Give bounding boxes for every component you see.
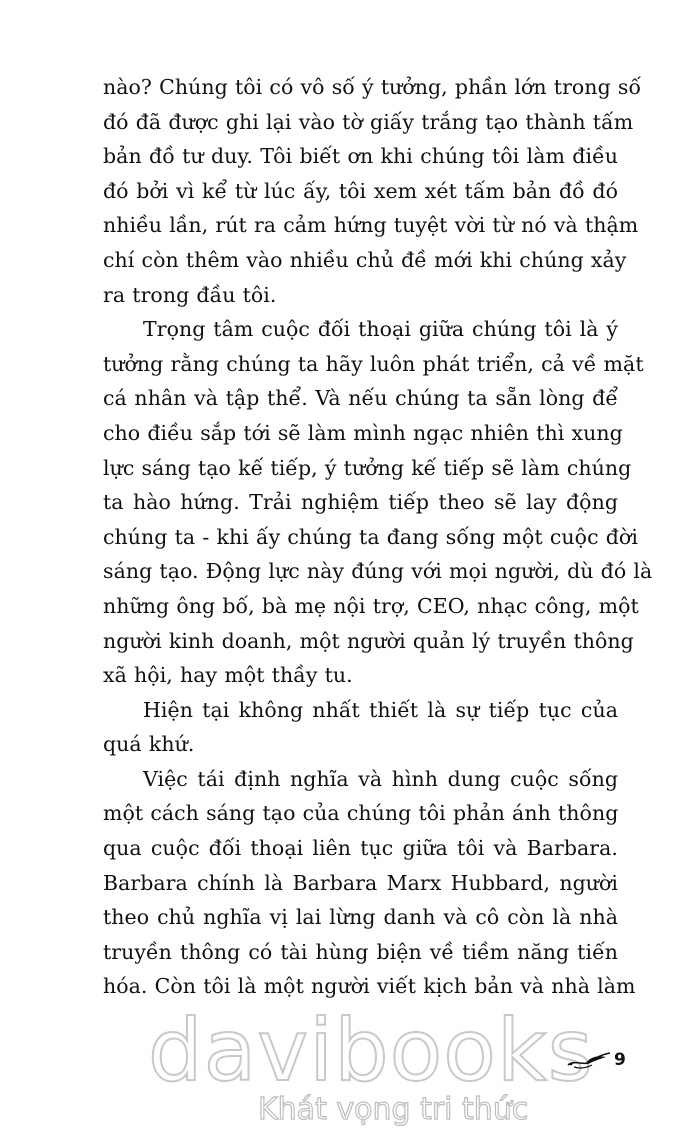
text-line: ra trong đầu tôi. — [103, 282, 277, 307]
text-line: chí còn thêm vào nhiều chủ đề mới khi chúng xảy — [103, 247, 627, 272]
text-line: sáng tạo. Động lực này đúng với mọi người, dù đó là — [103, 559, 653, 584]
paragraph-4 — [103, 762, 636, 1004]
paragraph-1 — [103, 70, 642, 312]
text-line: đó bởi vì kể từ lúc ấy, tôi xem xét tấm bản đồ đó — [103, 178, 618, 203]
text-line: ta hào hứng. Trải nghiệm tiếp theo sẽ lay động — [103, 490, 618, 515]
page-number: 9 — [614, 1050, 626, 1070]
text-line: người kinh doanh, một người quản lý truyền thông — [103, 628, 634, 653]
text-line: bản đồ tư duy. Tôi biết ơn khi chúng tôi làm điều — [103, 144, 618, 169]
text-line: nào? Chúng tôi có vô số ý tưởng, phần lớn trong số — [103, 75, 642, 99]
text-line: xã hội, hay một thầy tu. — [103, 663, 353, 688]
text-line: đó đã được ghi lại vào tờ giấy trắng tạo thành tấm — [103, 109, 634, 134]
page-footer — [566, 1048, 626, 1072]
text-line: theo chủ nghĩa vị lai lừng danh và cô còn là nhà — [103, 905, 618, 930]
text-line: Barbara chính là Barbara Marx Hubbard, người — [103, 870, 618, 895]
text-line: truyền thông có tài hùng biện về tiềm năng tiến — [103, 939, 618, 964]
watermark-tagline: Khát vọng tri thức — [258, 1092, 529, 1127]
publisher-watermark — [148, 1001, 594, 1127]
text-line: tưởng rằng chúng ta hãy luôn phát triển, cả về mặt — [103, 351, 644, 376]
watermark-logo-text: davibooks — [148, 1001, 594, 1101]
text-line: nhiều lần, rút ra cảm hứng tuyệt vời từ nó và thậm — [103, 213, 639, 238]
text-line: những ông bố, bà mẹ nội trợ, CEO, nhạc công, một — [103, 593, 639, 618]
quill-flourish-icon — [566, 1049, 612, 1071]
text-line: quá khứ. — [103, 732, 195, 757]
page-body-text — [103, 70, 653, 1004]
text-line: qua cuộc đối thoại liên tục giữa tôi và Barbara. — [103, 836, 618, 861]
text-line: một cách sáng tạo của chúng tôi phản ánh thông — [103, 801, 619, 826]
text-line: cho điều sắp tới sẽ làm mình ngạc nhiên thì xung — [103, 420, 623, 445]
text-line: Hiện tại không nhất thiết là sự tiếp tục của — [143, 697, 618, 722]
text-line: chúng ta - khi ấy chúng ta đang sống một cuộc đời — [103, 524, 638, 549]
text-line: Trọng tâm cuộc đối thoại giữa chúng tôi là ý — [143, 317, 618, 342]
text-line: lực sáng tạo kế tiếp, ý tưởng kế tiếp sẽ làm chúng — [103, 455, 632, 480]
text-line: hóa. Còn tôi là một người viết kịch bản và nhà làm — [103, 974, 636, 999]
text-line: Việc tái định nghĩa và hình dung cuộc sống — [143, 766, 618, 791]
text-line: cá nhân và tập thể. Và nếu chúng ta sẵn lòng để — [103, 386, 618, 411]
paragraph-2 — [103, 312, 653, 693]
paragraph-3 — [103, 693, 618, 762]
